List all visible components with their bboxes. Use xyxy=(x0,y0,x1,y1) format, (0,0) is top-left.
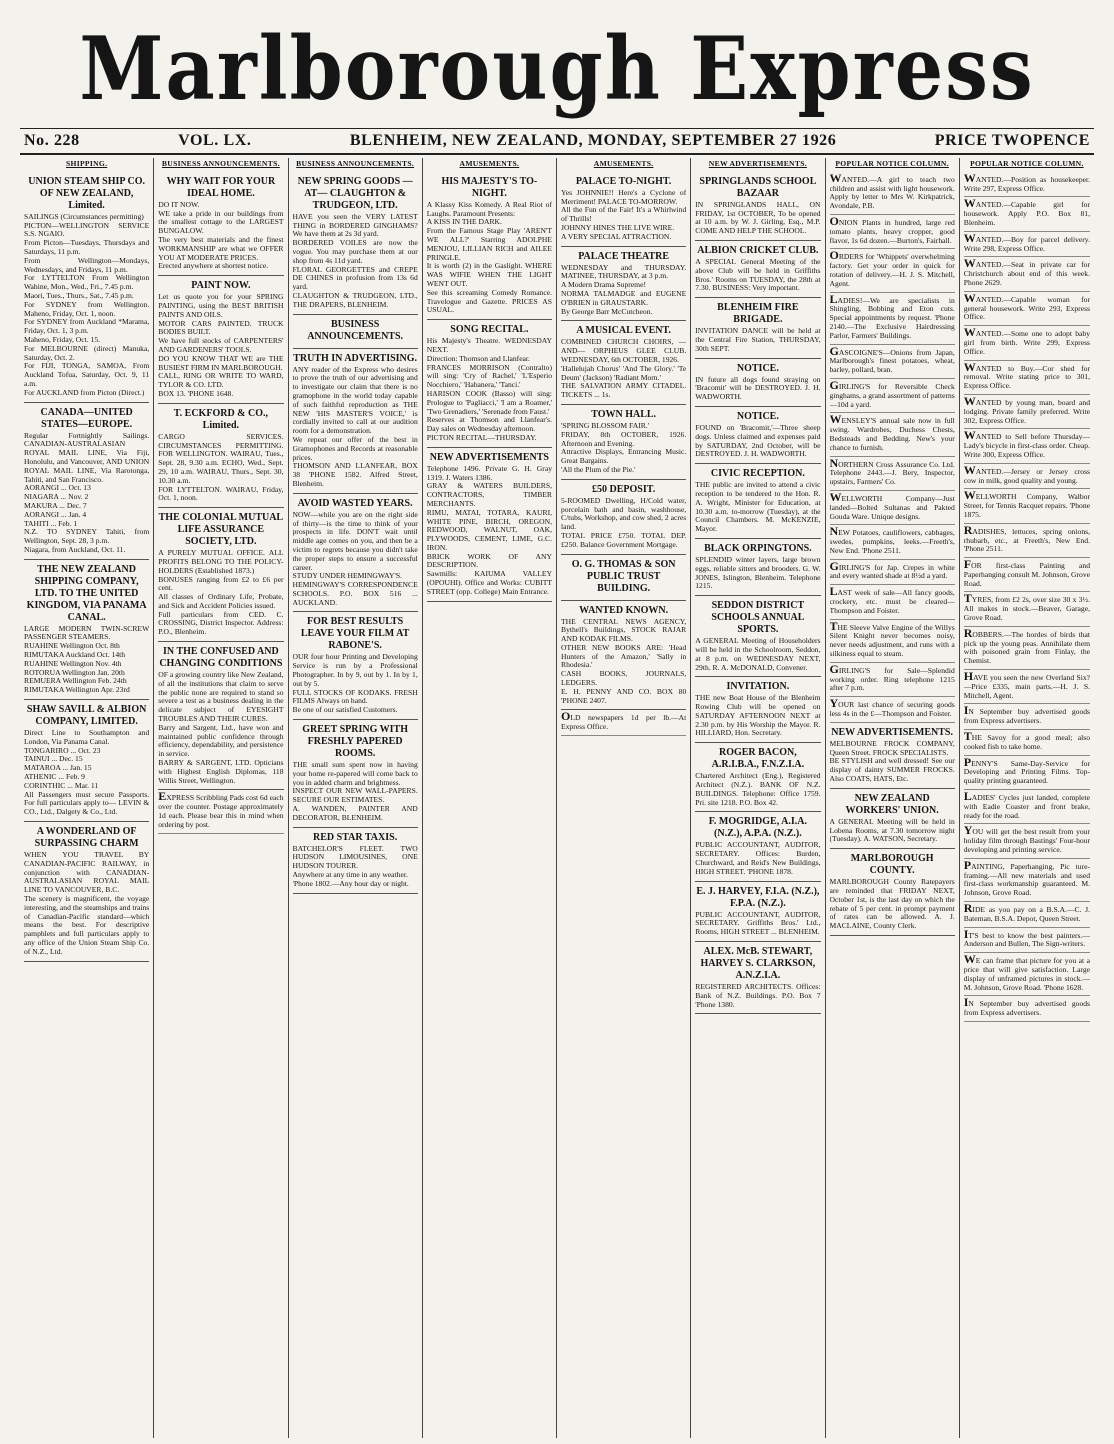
advertisement-title: NOTICE. xyxy=(736,410,779,422)
classified-notice xyxy=(964,257,1090,291)
classified-notice xyxy=(964,361,1090,395)
advertisement-body: LADIES!—We are specialists in Shingling, Bobbing and Eton cuts. Special appointments by request. 'Phone 2140.—The Exclusive Hairdressing Parlor, Farmers' Buildings. xyxy=(829,292,955,340)
classified-notice xyxy=(964,859,1090,902)
advertisement-title: PALACE THEATRE xyxy=(578,250,670,262)
advertisement-body: CARGO SERVICES. CIRCUMSTANCES PERMITTING. FOR WELLINGTON. WAIRAU, Tues., Sept. 28, 9.30 a.m. ECHO, Wed., Sept. 29, 10 a.m. WAIRAU, Thurs., Sept. 30, 10.30 a.m. FOR LYTTELTON. WAIRAU, Friday, Oct. 1, noon. xyxy=(158,431,284,503)
column-heading: AMUSEMENTS. xyxy=(593,159,654,168)
column-7 xyxy=(826,158,960,1438)
advertisement-body: WEDNESDAY and THURSDAY. MATINEE, THURSDAY, at 3 p.m. A Modern Drama Supreme! NORMA TALMADGE and EUGENE O'BRIEN in GRAUSTARK. By George Barr McCutcheon. xyxy=(561,262,687,316)
advertisement-body: HAVE you seen the VERY LATEST THING in BORDERED GINGHAMS? We have them at 2s 3d yard. BORDERED VOILES are now the vogue. You may purchase them at our shop from 4s 11d yard. FLORAL GEORGETTES and CREPE DE CHINES in profusion from 13s 6d yard. CLAUGHTON & TRUDGEON, LTD., THE DRAPERS, BLENHEIM. xyxy=(292,211,418,309)
classified-notice xyxy=(964,429,1090,463)
advertisement-body: WELLWORTH Company, Walbor Street, for Tennis Racquet repairs. 'Phone 1875. xyxy=(963,489,1090,519)
column-heading: AMUSEMENTS. xyxy=(459,159,520,168)
advertisement-title: FOR BEST RESULTS LEAVE YOUR FILM AT RABONE'S. xyxy=(300,616,410,652)
advertisement xyxy=(293,494,418,613)
advertisement-body: THE small sum spent now in having your home re-papered will come back to you in added charm and brightness. INSPECT OUR NEW WALL-PAPERS. SECURE OUR ESTIMATES. A. WANDEN, PAINTER AND DECORATOR, BLENHEIM. xyxy=(292,760,418,822)
advertisement-body: BATCHELOR'S FLEET. TWO HUDSON LIMOUSINES, ONE HUDSON TOURER. Anywhere at any time in any weather. 'Phone 1802.—Any hour day or night. xyxy=(292,843,418,888)
advertisement-title: RED STAR TAXIS. xyxy=(313,831,398,843)
classified-notice xyxy=(964,953,1090,996)
advertisement xyxy=(293,828,418,894)
advertisement-title: SHAW SAVILL & ALBION COMPANY, LIMITED. xyxy=(26,704,147,728)
classified-notice xyxy=(964,756,1090,790)
advertisement-body: THE public are invited to attend a civic reception to be tendered to the Hon. R. A. Wright, Minister for Education, at 10.30 a.m. to-morrow (Tuesday), at the Council Chambers. M. McKENZIE, Mayor. xyxy=(695,480,821,534)
advertisement-title: INVITATION. xyxy=(726,681,790,693)
advertisement xyxy=(561,247,686,322)
advertisement-body: REGISTERED ARCHITECTS. Offices: Bank of N.Z. Buildings. P.O. Box 7 'Phone 1380. xyxy=(695,982,821,1009)
advertisement-title: NEW ADVERTISEMENTS xyxy=(429,451,549,463)
advertisement-body: LAST week of sale—All fancy goods, crockery, etc. must be cleared—Thompson and Foister. xyxy=(829,585,955,615)
classified-notice xyxy=(830,620,955,663)
classified-notice xyxy=(964,395,1090,429)
advertisement-title: BLENHEIM FIRE BRIGADE. xyxy=(717,302,799,326)
advertisement-body: THE CENTRAL NEWS AGENCY, Bythell's Buildings, STOCK RAJAR AND KODAK FILMS. OTHER NEW BOOKS ARE: 'Head Hunters of the Amazon,' 'Sally in Rhodesia.' CASH BOOKS, JOURNALS, LEDGERS. E. H. PENNY AND CO. BOX 80 'PHONE 2407. xyxy=(561,616,687,705)
advertisement-title: THE NEW ZEALAND SHIPPING COMPANY, LTD. TO THE UNITED KINGDOM, VIA PANAMA CANAL. xyxy=(26,563,147,623)
advertisement xyxy=(695,407,820,464)
advertisement-title: SONG RECITAL. xyxy=(450,324,529,336)
advertisement-title: HIS MAJESTY'S TO-NIGHT. xyxy=(441,175,538,199)
price: PRICE TWOPENCE xyxy=(934,132,1090,149)
classified-notice xyxy=(964,627,1090,670)
classified-notice xyxy=(830,491,955,525)
advertisement xyxy=(158,276,283,404)
advertisement-body: WANTED.—Capable woman for general housework. Write 293, Express Office. xyxy=(963,291,1090,322)
advertisement-title: WANTED KNOWN. xyxy=(579,604,669,616)
advertisement-body: IN future all dogs found straying on 'Bracomit' will be DESTROYED. J. H. WADWORTH. xyxy=(695,374,821,402)
advertisement-body: ORDERS for 'Whippets' overwhelming factory. Get your order in quick for rotation of delivery.—H. J. S. Mitchell, Agent. xyxy=(829,249,955,288)
advertisement-title: BUSINESS ANNOUNCEMENTS. xyxy=(307,318,404,342)
classified-notice xyxy=(964,704,1090,730)
advertisement-body: OLD newspapers 1d per lb.—At Express Office. xyxy=(561,710,687,732)
advertisement-body: WENSLEY'S annual sale now in full swing. Wardrobes, Duchess Chests, Bedsteads and Bedding. New's your chance to furnish. xyxy=(829,413,955,452)
advertisement xyxy=(561,601,686,711)
advertisement-title: SPRINGLANDS SCHOOL BAZAAR xyxy=(699,175,817,199)
advertisement-body: His Majesty's Theatre. WEDNESDAY NEXT. Direction: Thomson and Llanfear. FRANCES MORRISON (Contralto) will sing: 'Cry of Rachel,' 'L'Esperio Nocchiero,' 'Habanera,' 'Tanci.' HARISON COOK (Basso) will sing: Prologue to 'Pagliacci,' 'I am a Roamer,' 'Two Grenadiers,' 'Serenade from Faust.' Reserves at Thomson and Llanfear's. Day sales on Wednesday afternoon. PICTON RECITAL—THURSDAY. xyxy=(426,336,552,442)
advertisement-title: WHY WAIT FOR YOUR IDEAL HOME. xyxy=(166,175,276,199)
advertisement-title: E. J. HARVEY, F.I.A. (N.Z.), F.P.A. (N.Z.). xyxy=(696,885,820,909)
classified-notice xyxy=(964,558,1090,592)
classified-notice xyxy=(964,790,1090,824)
advertisement-body: WANTED to Buy.—Cor shed for removal. Write stating price to 301, Express Office. xyxy=(963,360,1090,391)
advertisement-body: A GENERAL Meeting of Householders will be held in the Schoolroom, Seddon, at 8 p.m. on WEDNESDAY NEXT, 29th. R. A. McDONALD, Convener. xyxy=(695,636,821,672)
advertisement-title: ROGER BACON, A.R.I.B.A., F.N.Z.I.A. xyxy=(711,747,805,771)
advertisement-body: WANTED.—Some one to adopt baby girl from birth. Write 299, Express Office. xyxy=(963,326,1090,356)
advertisement-title: NOTICE. xyxy=(736,362,779,374)
advertisement xyxy=(24,172,149,403)
advertisement xyxy=(24,822,149,962)
advertisement-body: PAINTING, Paperhanging, Pic ture-framing.—All new materials and used first-class workmanship guaranteed. M. Johnson, Grove Road. xyxy=(963,858,1090,898)
advertisement-body: Regular Fortnightly Sailings. CANADIAN-AUSTRALASIAN ROYAL MAIL LINE, Via Fiji, Honolulu, and Vancouver, AND UNION ROYAL MAIL LINE, Via Rarotonga, Tahiti, and San Francisco. AORANGI ... Oct. 13 NIAGARA ... Nov. 2 MAKURA ... Dec. 7 AORANGI ... Jan. 4 TAHITI ... Feb. 1 N.Z. TO SYDNEY Tahiti, from Wellington, Sept. 28, 3 p.m. Niagara, from Auckland, Oct. 11. xyxy=(24,430,150,554)
column-heading: NEW ADVERTISEMENTS. xyxy=(708,159,807,168)
advertisement-body: HAVE you seen the new Overland Six?—Price £335, main parts.—H. J. S. Mitchell, Agent. xyxy=(963,670,1090,700)
advertisement-body: NORTHERN Cross Assurance Co. Ltd. Telephone 2443.—J. Bery, Inspector, upstairs, Farmers' Co. xyxy=(829,456,955,487)
classified-notice xyxy=(964,592,1090,626)
advertisement-title: ALEX. McB. STEWART, HARVEY S. CLARKSON, A.N.Z.I.A. xyxy=(700,946,816,982)
classified-notice xyxy=(964,197,1090,231)
advertisement-body: FOR first-class Painting and Paperhanging consult M. Johnson, Grove Road. xyxy=(963,558,1090,588)
advertisement-body: IN SPRINGLANDS HALL, ON FRIDAY, 1st OCTOBER, To be opened at 10 a.m. by W. J. Girling, Esq., M.P. COME AND HELP THE SCHOOL. xyxy=(695,199,821,236)
advertisement-body: RIDE as you pay on a B.S.A.—C. J. Bateman, B.S.A. Depot, Queen Street. xyxy=(963,902,1090,923)
advertisement-title: F. MOGRIDGE, A.I.A. (N.Z.), A.P.A. (N.Z.). xyxy=(708,816,807,840)
advertisement-title: THE COLONIAL MUTUAL LIFE ASSURANCE SOCIETY, LTD. xyxy=(158,512,284,548)
advertisement xyxy=(293,315,418,349)
advertisement xyxy=(293,349,418,494)
advertisement xyxy=(695,942,820,1014)
classified-notice xyxy=(964,996,1090,1022)
classified-notice xyxy=(964,902,1090,928)
advertisement-title: NEW ADVERTISEMENTS. xyxy=(831,726,953,738)
advertisement-body: WE can frame that picture for you at a price that will give satisfaction. Large display of unframed pictures in stock.—M. Johnson, Grove Road. 'Phone 1628. xyxy=(963,953,1090,992)
column-heading: BUSINESS ANNOUNCEMENTS. xyxy=(296,159,415,168)
advertisement-title: A MUSICAL EVENT. xyxy=(576,325,671,337)
advertisement-body: WANTED to Sell before Thursday—Lady's bicycle in first-class order. Cheap. Write 300, Express Office. xyxy=(963,429,1090,459)
advertisement-body: WANTED.—Position as housekeeper. Write 297, Express Office. xyxy=(963,171,1090,193)
column-5 xyxy=(557,158,691,1438)
classified-notice xyxy=(964,730,1090,756)
advertisement-title: BLACK ORPINGTONS. xyxy=(704,542,812,554)
advertisement-body: OUR four hour Printing and Developing Service is run by a Professional Photographer. In by 9, out by 1. In by 1, out by 5. FULL STOCKS OF KODAKS. FRESH FILMS Always on hand. Be one of our satisfied Customers. xyxy=(292,652,418,715)
advertisement xyxy=(24,560,149,700)
advertisement-body: FOUND on 'Bracomit,'—Three sheep dogs. Unless claimed and expenses paid by SATURDAY, 2nd October, will be DESTROYED. J. H. WADWORTH. xyxy=(695,422,821,459)
classified-notice xyxy=(830,525,955,559)
advertisement xyxy=(561,172,686,247)
advertisement xyxy=(695,677,820,743)
column-4 xyxy=(423,158,557,1438)
advertisement-title: NEW ZEALAND WORKERS' UNION. xyxy=(845,792,939,816)
column-8 xyxy=(960,158,1094,1438)
advertisement-body: SAILINGS (Circumstances permitting) PICTON—WELLINGTON SERVICE S.S. NGAIO. From Picton—Tuesdays, Thursdays and Saturdays, 11 p.m. From Wellington—Mondays, Wednesdays, and Fridays, 11 p.m. For LYTTELTON From Wellington Wahine, Mon., Wed., Fri., 7.45 p.m. Maori, Tues., Thurs., Sat., 7.45 p.m. For SYDNEY from Wellington. Maheno, Friday, Oct. 1, noon. For SYDNEY from Auckland *Marama, Friday, Oct. 1, 3 p.m. Maheno, Friday, Oct. 15. For MELBOURNE (direct) Manuka, Saturday, Oct. 2. For FIJI, TONGA, SAMOA, From Auckland Tofua, Saturday, Oct. 9, 11 a.m. For AUCKLAND from Picton (Direct.) xyxy=(24,211,150,397)
advertisement-body: WANTED.—Seat in private car for Christchurch about end of this week. Phone 2629. xyxy=(963,257,1090,287)
advertisement-body: THE new Boat House of the Blenheim Rowing Club will be opened on SATURDAY AFTERNOON NEXT at 2.30 p.m. by His Worship the Mayor. R. HILLIARD, Hon. Secretary. xyxy=(695,693,821,738)
advertisement-body: YOUR last chance of securing goods less 4s in the £—Thompson and Foister. xyxy=(829,697,955,719)
classified-notice xyxy=(964,489,1090,523)
advertisement xyxy=(830,723,955,789)
classified-notice xyxy=(830,249,955,292)
advertisement-body: MARLBOROUGH County Ratepayers are reminded that FRIDAY NEXT, October 1st, is the last day on which the rebate of 5 per cent. in prompt payment of rates can be allowed. A. J. MACLAINE, County Clerk. xyxy=(829,877,955,931)
advertisement xyxy=(695,882,820,942)
advertisement xyxy=(561,405,686,480)
advertisement-body: COMBINED CHURCH CHOIRS, —AND— ORPHEUS GLEE CLUB. WEDNESDAY, 6th OCTOBER, 1926. 'Hallelujah Chorus' 'And The Glory.' 'Te Deum' (Jackson) 'Radiant Morn.' THE SALVATION ARMY CITADEL. TICKETS ... 1s. xyxy=(561,337,687,400)
advertisement xyxy=(695,539,820,596)
classified-notice xyxy=(964,670,1090,704)
advertisement xyxy=(561,555,686,601)
advertisement xyxy=(695,743,820,812)
advertisement-body: A Klassy Kiss Komedy. A Real Riot of Laughs. Paramount Presents: A KISS IN THE DARK. From the Famous Stage Play 'AREN'T WE ALL?' Starring ADOLPHE MENJOU, LILLIAN RICH and AILEE PRINGLE. It is worth (2) in the Gaslight. WHERE WAS WIFIE WHEN THE LIGHT WENT OUT. See this screaming Comedy Romance. Travelogue and Gazette. PRICES AS USUAL. xyxy=(426,199,552,315)
advertisement-title: CIVIC RECEPTION. xyxy=(710,468,805,480)
advertisement-body: PENNY'S Same-Day-Service for Developing and Printing Films. Top-quality printing guaranteed. xyxy=(963,755,1090,786)
advertisement-body: THE Savoy for a good meal; also cooked fish to take home. xyxy=(963,730,1090,751)
classified-notice xyxy=(830,293,955,345)
advertisement xyxy=(158,172,283,276)
advertisement-body: IN September buy advertised goods from Express advertisers. xyxy=(963,704,1090,726)
column-3 xyxy=(289,158,423,1438)
advertisement xyxy=(158,404,283,508)
volume-number: VOL. LX. xyxy=(178,132,252,149)
classified-notice xyxy=(830,413,955,456)
advertisement xyxy=(293,612,418,720)
column-heading: SHIPPING. xyxy=(65,159,108,168)
classified-notice xyxy=(830,345,955,379)
advertisement-body: Let us quote you for your SPRING PAINTING, using the BEST BRITISH PAINTS AND OILS. MOTOR CARS PAINTED. TRUCK BODIES BUILT. We have full stocks of CARPENTERS' AND GARDENERS' TOOLS. DO YOU KNOW THAT WE are THE BUSIEST FIRM IN MARLBOROUGH. CALL, RING OR WRITE TO WARD, TYLOR & CO. LTD. BOX 13. 'PHONE 1648. xyxy=(158,292,284,398)
classified-notice xyxy=(830,585,955,619)
advertisement-body: YOU will get the best result from your holiday film through Bastings' Four-hour developing and printing service. xyxy=(963,824,1090,855)
advertisement-title: O. G. THOMAS & SON PUBLIC TRUST BUILDING. xyxy=(571,558,676,594)
classified-notice xyxy=(830,457,955,491)
advertisement xyxy=(830,789,955,849)
advertisement-body: GIRLING'S for Jap. Crepes in white and every wanted shade at 8½d a yard. xyxy=(829,559,955,581)
advertisement xyxy=(158,508,283,642)
advertisement-body: ANY reader of the Express who desires to prove the truth of our advertising and to investigate our claim that there is no gramophone in the world today capable of such faithful reproduction as THE NEW 'HIS MASTER'S VOICE,' is cordially invited to call at our audition room for a demonstration. We repeat our offer of the best in Gramophones and Records at reasonable prices. THOMSON AND LLANFEAR, BOX 38 'PHONE 1582. Alfred Street, Blenheim. xyxy=(292,364,418,488)
advertisement-title: ALBION CRICKET CLUB. xyxy=(697,244,819,256)
classified-notice xyxy=(964,524,1090,558)
advertisement-title: NEW SPRING GOODS —AT— CLAUGHTON & TRUDGEON, LTD. xyxy=(297,175,413,211)
advertisement xyxy=(695,596,820,677)
advertisement-body: LARGE MODERN TWIN-SCREW PASSENGER STEAMERS. RUAHINE Wellington Oct. 8th RIMUTAKA Auckland Oct. 14th RUAHINE Wellington Nov. 4th ROTORUA Wellington Jan. 20th REMUERA Wellington Feb. 24th RIMUTAKA Wellington Apr. 23rd xyxy=(24,623,150,695)
advertisement-body: WELLWORTH Company—Just landed—Bolted Sultanas and Pakted Gouda Ware. Unique designs. xyxy=(829,490,955,521)
classified-notice xyxy=(830,560,955,586)
advertisement-title: T. ECKFORD & CO., Limited. xyxy=(173,407,268,431)
advertisement-body: DO IT NOW. WE take a pride in our buildings from the smallest cottage to the LARGEST BUNGALOW. The very best materials and the finest WORKMANSHIP are what we OFFER YOU AT MODERATE PRICES. Erected anywhere at shortest notice. xyxy=(158,199,284,271)
advertisement-body: IT'S best to know the best painters.—Anderson and Bullen, The Sign-writers. xyxy=(963,927,1090,949)
advertisement-body: ONION Plants in hundred, large red tomato plants, heavy cropper, good flavor, 1s 6d dozen.—Burton's, Fairhall. xyxy=(829,214,955,245)
advertisement xyxy=(695,464,820,539)
advertisement xyxy=(24,403,149,560)
classified-notice xyxy=(964,928,1090,954)
advertisement-title: IN THE CONFUSED AND CHANGING CONDITIONS xyxy=(159,646,283,670)
classified-notice xyxy=(964,232,1090,258)
dateline-bar xyxy=(20,128,1094,155)
advertisement-body: PUBLIC ACCOUNTANT, AUDITOR, SECRETARY. Griffiths Bros.' Ltd., Rooms, HIGH STREET ... BLENHEIM. xyxy=(695,909,821,937)
masthead xyxy=(20,0,1094,128)
advertisement xyxy=(695,359,820,407)
advertisement-body: PUBLIC ACCOUNTANT, AUDITOR, SECRETARY. Offices: Burden, Churchward, and Reid's New Buildings, HIGH STREET. 'PHONE 1878. xyxy=(695,840,821,876)
classified-notice xyxy=(964,464,1090,490)
advertisement-body: WANTED.—Capable girl for housework. Apply P.O. Box 81, Blenheim. xyxy=(963,197,1090,227)
column-1 xyxy=(20,158,154,1438)
classified-notice xyxy=(830,379,955,413)
advertisement-title: GREET SPRING WITH FRESHLY PAPERED ROOMS. xyxy=(302,724,409,760)
newspaper-title: Marlborough Express xyxy=(79,17,1035,120)
column-heading: POPULAR NOTICE COLUMN. xyxy=(970,159,1084,168)
advertisement-body: MELBOURNE FROCK COMPANY, Queen Street. FROCK SPECIALISTS. BE STYLISH and well dressed! See our display of dainty SUMMER FROCKS. Also COATS, HATS, Etc. xyxy=(829,738,955,784)
advertisement xyxy=(695,812,820,881)
advertisement-body: Telephone 1496. Private G. H. Gray 1319. J. Waters 1386. GRAY & WATERS BUILDERS, CONTRACTORS, TIMBER MERCHANTS. RIMU, MATAI, TOTARA, KAURI, WHITE PINE, BIRCH, OREGON, REDWOOD, WALNUT, OAK, PLYWOODS, CEMENT, LIME, G.C. IRON. BRICK WORK OF ANY DESCRIPTION. Sawmills: KAIUMA VALLEY (OPOUHI). Office and Works: CUBITT STREET (opp. College) Main Entrance. xyxy=(426,463,552,596)
advertisement-title: £50 DEPOSIT. xyxy=(592,483,656,495)
advertisement-title: UNION STEAM SHIP CO. OF NEW ZEALAND, Limited. xyxy=(28,175,145,211)
advertisement xyxy=(695,298,820,358)
advertisement xyxy=(830,849,955,936)
advertisement-body: Chartered Architect (Eng.), Registered Architect (N.Z.). BANK OF N.Z. BUILDINGS. Telephone: Office 1759. Pri. site 1218. P.O. Box 42. xyxy=(695,771,821,807)
advertisement-body: 'SPRING BLOSSOM FAIR.' FRIDAY, 8th OCTOBER, 1926. Afternoon and Evening. Attractive Displays, Entrancing Music. Great Bargains. 'All the Plum of the Pie.' xyxy=(561,420,687,474)
column-heading: POPULAR NOTICE COLUMN. xyxy=(835,159,949,168)
classified-notice xyxy=(561,710,686,736)
advertisement-body: Direct Line to Southampton and London, Via Panama Canal. TONGARIRO ... Oct. 23 TAINUI ... Dec. 15 MATAROA ... Jan. 15 ATHENIC ... Feb. 9 CORINTHIC ... Mar. 11 All Passengers must secure Passports. For full particulars apply to— LEVIN & CO., Ltd., Dalgety & Co., Ltd. xyxy=(24,728,150,817)
advertisement-title: A WONDERLAND OF SURPASSING CHARM xyxy=(34,826,139,850)
column-2 xyxy=(154,158,288,1438)
classified-notice xyxy=(158,790,283,833)
advertisement xyxy=(561,321,686,405)
issue-number: No. 228 xyxy=(24,132,80,149)
advertisement xyxy=(293,172,418,315)
advertisement xyxy=(24,700,149,822)
advertisement-body: A SPECIAL General Meeting of the above Club will be held in Griffiths Bros.' Rooms on TUESDAY, the 28th at 7.30. BUSINESS: Very important. xyxy=(695,256,821,293)
classified-notice xyxy=(830,215,955,249)
advertisement-body: NOW—while you are on the right side of thirty—is the time to think of your prospects in life. DON'T wait until middle age comes on you, and then be a victim to regrets because you didn't take the proper steps to ensure a successful career. STUDY UNDER HEMINGWAY'S. HEMINGWAY'S CORRESPONDENCE SCHOOLS. P.O. BOX 516 ... AUCKLAND. xyxy=(292,509,418,607)
advertisement-body: THE Sleeve Valve Engine of the Willys Silent Knight never becomes noisy, never needs adjustment, and runs with a silkiness equal to steam. xyxy=(829,619,955,659)
columns-container xyxy=(20,158,1094,1438)
advertisement-body: SPLENDID winter layers, large brown eggs, reliable sitters and brooders. G. W. JONES, Islington, Blenheim. Telephone 1215. xyxy=(695,554,821,591)
advertisement-body: WANTED.—A girl to teach two children and assist with light housework. Apply by letter to Mrs W. Kirkpatrick, Avondale, P.B. xyxy=(829,171,955,211)
classified-notice xyxy=(964,824,1090,858)
column-heading: BUSINESS ANNOUNCEMENTS. xyxy=(161,159,280,168)
advertisement-body: GIRLING'S for Sale—Splendid working order. Ring telephone 1215 after 7 p.m. xyxy=(829,662,955,693)
advertisement-title: PAINT NOW. xyxy=(191,280,251,292)
classified-notice xyxy=(964,326,1090,360)
classified-notice xyxy=(964,292,1090,326)
classified-notice xyxy=(830,172,955,215)
column-6 xyxy=(691,158,825,1438)
advertisement-body: Yes JOHNNIE!! Here's a Cyclone of Merriment! PALACE TO-MORROW. All the Fun of the Fair! It's a Whirlwind of Thrills! JOHNNY HINES THE LIVE WIRE. A VERY SPECIAL ATTRACTION. xyxy=(561,187,687,241)
advertisement-title: PALACE TO-NIGHT. xyxy=(575,175,672,187)
advertisement-title: CANADA—UNITED STATES—EUROPE. xyxy=(40,406,133,430)
advertisement-body: A PURELY MUTUAL OFFICE. ALL PROFITS BELONG TO THE POLICY-HOLDERS (Established 1873.) BONUSES ranging from £2 to £6 per cent. All classes of Ordinary Life, Probate, and Sick and Accident Policies issued. Full particulars from CED. C. CROSSING, District Inspector. Address: P.O., Blenheim. xyxy=(158,548,284,637)
advertisement-body: ROBBERS.—The hordes of birds that pick up the young peas. Annihilate them with poisoned grain from Finlay, the Chemist. xyxy=(963,626,1090,666)
advertisement-body: NEW Potatoes, cauliflowers, cabbages, swedes, pumpkins, leeks.—Freeth's, New End. 'Phone 2511. xyxy=(829,525,955,555)
advertisement-body: 5-ROOMED Dwelling, H/Cold water, porcelain bath and basin, washhouse, C/tubs, Workshop, and cow shed, 2 acres land. TOTAL PRICE £750. TOTAL DEP. £250. Balance Government Mortgage. xyxy=(561,495,687,549)
advertisement xyxy=(293,720,418,828)
advertisement-body: IN September buy advertised goods from Express advertisers. xyxy=(963,996,1090,1018)
advertisement xyxy=(695,241,820,298)
advertisement xyxy=(158,642,283,790)
advertisement-title: TOWN HALL. xyxy=(591,408,657,420)
advertisement-title: SEDDON DISTRICT SCHOOLS ANNUAL SPORTS. xyxy=(711,600,805,636)
advertisement xyxy=(427,320,552,448)
advertisement-body: GIRLING'S for Reversible Check ginghams, a grand assortment of patterns—10d a yard. xyxy=(829,378,955,409)
advertisement xyxy=(561,480,686,555)
advertisement-body: OF a growing country like New Zealand, of all the institutions that claim to serve the public none are required to stand so severe a test as a business dealing in the delicate subject of EYESIGHT TROUBLES AND THEIR CURES. Barry and Sargent, Ltd., have won and maintained public confidence through efficiency, dependability, and persistence in service. BARRY & SARGENT, LTD. Opticians with Highest English Diplomas, 118 Willis Street, Wellington. xyxy=(158,670,284,785)
classified-notice xyxy=(964,172,1090,198)
advertisement-title: MARLBOROUGH COUNTY. xyxy=(850,853,934,877)
advertisement-body: EXPRESS Scribbling Pads cost 6d each over the counter. Postage approximately 1d each. Please bear this in mind when ordering by post. xyxy=(158,790,284,829)
advertisement-body: WANTED.—Boy for parcel delivery. Write 298, Express Office. xyxy=(963,231,1090,253)
advertisement-body: TYRES, from £2 2s, over size 30 x 3½. All makes in stock.—Beaver, Garage, Grove Road. xyxy=(963,592,1090,623)
advertisement-body: WANTED.—Jersey or Jersey cross cow in milk, good quality and young. xyxy=(963,463,1090,485)
advertisement-body: LADIES' Cycles just landed, complete with Eadie Coaster and front brake, ready for the road. xyxy=(963,790,1090,820)
classified-notice xyxy=(830,663,955,697)
advertisement-body: INVITATION DANCE will be held at the Central Fire Station, THURSDAY, 30th SEPT. xyxy=(695,326,821,353)
advertisement-body: RADISHES, lettuces, spring onions, rhubarb, etc., at Freeth's, New End. 'Phone 2511. xyxy=(963,523,1090,554)
place-and-date: BLENHEIM, NEW ZEALAND, MONDAY, SEPTEMBER 27 1926 xyxy=(349,132,837,149)
advertisement-title: TRUTH IN ADVERTISING. xyxy=(293,352,418,364)
advertisement xyxy=(427,448,552,602)
advertisement-body: A GENERAL Meeting will be held in Lobena Rooms, at 7.30 tomorrow night (Tuesday). A. WATSON, Secretary. xyxy=(829,816,955,844)
advertisement-title: AVOID WASTED YEARS. xyxy=(297,497,413,509)
advertisement-body: WANTED by young man, board and lodging. Private family preferred. Write 302, Express Office. xyxy=(963,394,1090,425)
classified-notice xyxy=(830,697,955,723)
advertisement xyxy=(427,172,552,320)
advertisement-body: WHEN YOU TRAVEL BY CANADIAN-PACIFIC RAILWAY, in conjunction with CANADIAN-AUSTRALASIAN ROYAL MAIL LINE TO VANCOUVER, B.C. The scenery is magnificent, the voyage interesting, and the steamships and trains of Canadian-Pacific standard—which means the best. For descriptive pamphlets and full particulars apply to any office of the Union Steam Ship Co. of N.Z., Ltd. xyxy=(24,850,150,956)
advertisement xyxy=(695,172,820,241)
advertisement-body: GASCOIGNE'S—Onions from Japan, Marlborough's finest potatoes, wheat, barley, pollard, bran. xyxy=(829,344,955,375)
